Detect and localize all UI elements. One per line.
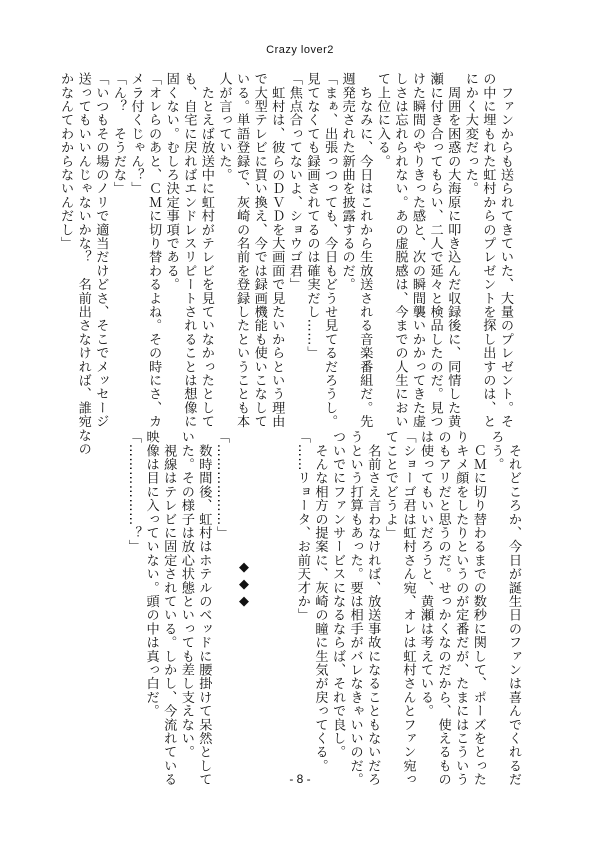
text-line: 「ん？ そうだな」 [110,72,126,196]
text-line: 周囲を困惑の大海原に叩き込んだ収録後に、同情した黄 [445,72,461,429]
text-line: 「ショーゴ君は虹村さん宛、オレは虹村さんとファン宛っ [400,430,416,787]
text-line: メラ付くじゃん？」 [128,72,144,196]
text-block-top [58,72,514,456]
text-line: ＣＭに切り替わるまでの数秒に関して、ポーズをとった [470,430,486,787]
text-line: けた瞬間のやりきった感と、次の瞬間襲いかかってきた虚 [410,72,426,429]
text-line: かなんてわからないんだし」 [58,72,74,251]
text-block-bottom-right [262,430,522,787]
text-line: 「焦点合ってないよ、ショウゴ君」 [286,72,302,292]
text-line: ちなみに、今日はこれから生放送される音楽番組だ。先 [357,72,373,429]
text-line: 瀬に付き合ってもらい、二人で延々と検品したのだ。見つ [427,72,443,429]
text-line: 「………………？」 [126,430,142,554]
text-line: 「………………」 [214,430,229,540]
text-line: の中に埋もれた虹村からのプレゼントを探し出すのは、と [480,72,496,429]
text-line: たとえば放送中に虹村がテレビを見ていなかったとして [198,72,214,429]
text-line: うという打算もあった。要は相手がバレなきゃいいのだ。 [347,430,363,787]
text-line: いる。単語登録で、灰崎の名前を登録したということも本 [234,72,250,429]
text-line: 人が言っていた。 [216,72,232,182]
text-line: りキメ顔をしたりというのが定番だが、たまにはこういう [453,430,469,787]
text-line: それどころか、今日が誕生日のファンは喜んでくれるだ [506,430,521,787]
text-line: 「いつもその場のノリで適当だけどさ、そこでメッセージ [93,72,109,429]
text-line: 「……リョータ、お前天才か」 [294,430,310,622]
text-line: 名前さえ言わなければ、放送事故になることもないだろ [365,430,381,787]
text-line: 虹村は、彼らのＤＶＤを大画面で見たいからという理由 [269,72,285,429]
diamond-ornament-icon: ◆ [239,577,249,592]
text-line: 「オレらのあと、ＣＭに切り替わるよね。その時にさ、カ [146,72,162,429]
running-header-title: Crazy lover2 [266,44,334,56]
text-line: も、自宅に戻ればエンドレスリピートされることは想像に [181,72,197,429]
text-line: 映像は目に入っていない。頭の中は真っ白だ。 [143,430,159,718]
text-line: にかく大変だった。 [462,72,478,196]
text-line: しさは忘れられない。あの虚脱感は、今までの人生におい [392,72,408,429]
text-line: 「まぁ、出張っつっても、今日もどうせ見てるだろうし。 [322,72,338,429]
diamond-ornament-icon: ◆ [239,594,249,609]
text-line: て上位に入る。 [374,72,390,168]
text-line: は使ってもいいだろうと、黄瀬は考えている。 [418,430,434,718]
text-line: ろう。 [488,430,504,472]
scene-break-separator [236,560,252,609]
diamond-ornament-icon: ◆ [239,560,249,575]
text-line: 数時間後、虹村はホテルのベッドに腰掛けて呆然として [196,430,212,787]
text-line: てことでどうよ」 [382,430,398,540]
text-line: いた。その様子は放心状態といっても差し支えない。 [178,430,194,759]
text-line: 送ってもいいんじゃないかな？ 名前出さなければ、誰宛なの [75,72,91,456]
page-number: - 8 - [289,772,311,786]
text-line: 週発売された新曲を披露するのだ。 [339,72,355,292]
text-line: 視線はテレビに固定されている。しかし、今流れている [161,430,177,787]
text-line: で大型テレビに買い換え、今では録画機能も使いこなして [251,72,267,429]
text-line: ついでにファンサービスになるならば、それで良し。 [330,430,346,759]
text-line: そんな相方の提案に、灰崎の瞳に生気が戻ってくる。 [312,430,328,773]
text-block-bottom-left [90,430,230,787]
text-line: 固くない。むしろ決定事項である。 [163,72,179,292]
text-line: ファンからも送られてきていた、大量のプレゼント。そ [498,72,513,429]
text-line: 見てなくても録画されてるのは確実だし……」 [304,72,320,360]
text-line: のもアリだと思うのだ。せっかくなのだから、使えるもの [435,430,451,787]
